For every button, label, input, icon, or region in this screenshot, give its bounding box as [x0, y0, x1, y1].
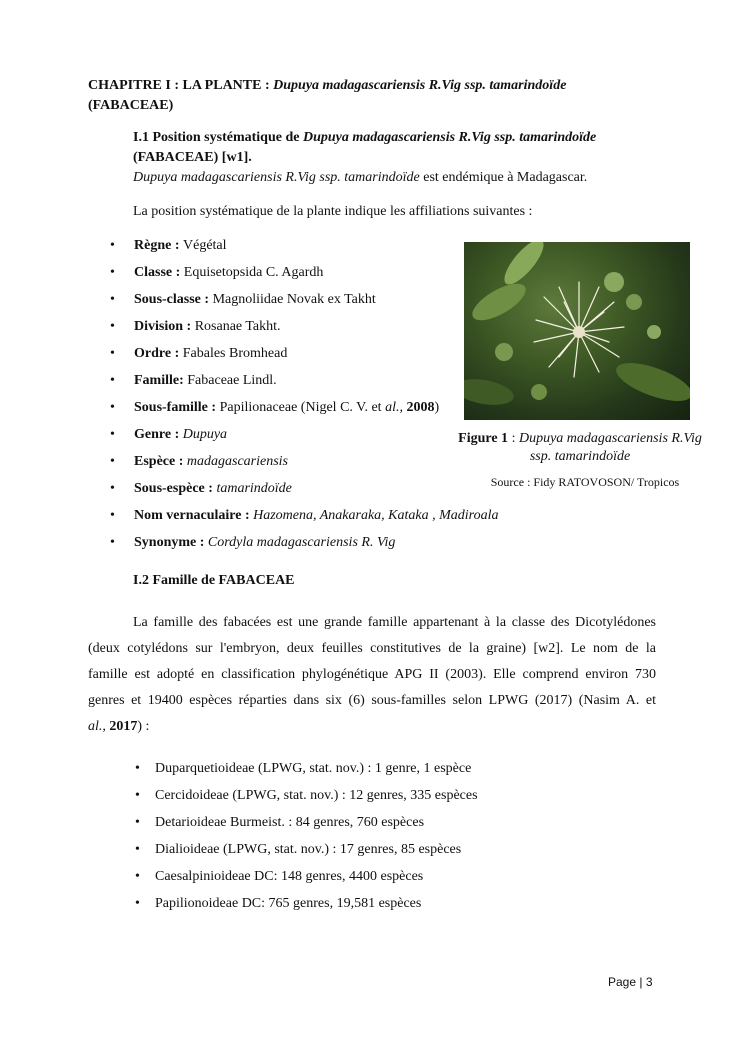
list-item: • Division : Rosanae Takht.: [110, 317, 550, 344]
list-item: • Cercidoideae (LPWG, stat. nov.) : 12 genres, 335 espèces: [135, 786, 635, 813]
list-item: • Duparquetioideae (LPWG, stat. nov.) : 1 genre, 1 espèce: [135, 759, 635, 786]
list-item: • Règne : Végétal: [110, 236, 550, 263]
paragraph-line: famille est adopté en classification phylogénétique APG II (2003). Elle comprend environ 730: [88, 667, 656, 682]
list-item: • Genre : Dupuya: [110, 425, 550, 452]
list-item: • Synonyme : Cordyla madagascariensis R. Vig: [110, 533, 550, 560]
section1-heading: [133, 128, 673, 188]
section1-heading-suffix: (FABACEAE) [w1].: [133, 150, 252, 165]
figure-source: Source : Fidy RATOVOSON/ Tropicos: [490, 475, 680, 489]
plant-photo: [464, 242, 690, 420]
paragraph-line: (deux cotylédons sur l'embryon, deux feuilles constitutives de la graine) [w2]. Le nom de la: [88, 641, 656, 656]
list-item: • Nom vernaculaire : Hazomena, Anakaraka, Kataka , Madiroala: [110, 506, 550, 533]
list-item: • Classe : Equisetopsida C. Agardh: [110, 263, 550, 290]
list-item: • Ordre : Fabales Bromhead: [110, 344, 550, 371]
paragraph-line: genres et 19400 espèces réparties dans six (6) sous-familles selon LPWG (2017) (Nasim A. et: [88, 693, 656, 708]
page-label: Page: [608, 975, 637, 989]
page-footer: Page | 3: [608, 975, 653, 989]
page-number: 3: [645, 975, 653, 989]
list-item: • Caesalpinioideae DC: 148 genres, 4400 espèces: [135, 867, 635, 894]
subfamily-list: [135, 759, 635, 921]
list-item: • Sous-famille : Papilionaceae (Nigel C. V. et al., 2008): [110, 398, 550, 425]
paragraph-line: La famille des fabacées est une grande famille appartenant à la classe des Dicotylédones: [133, 615, 656, 630]
list-item: • Papilionoideae DC: 765 genres, 19,581 espèces: [135, 894, 635, 921]
flower-illustration: [464, 242, 690, 420]
list-item: • Espèce : madagascariensis: [110, 452, 550, 479]
endemic-species: Dupuya madagascariensis R.Vig ssp. tamarindoïde: [133, 170, 420, 185]
chapter-prefix: CHAPITRE I : LA PLANTE :: [88, 78, 274, 93]
list-item: • Dialioideae (LPWG, stat. nov.) : 17 genres, 85 espèces: [135, 840, 635, 867]
list-item: • Detarioideae Burmeist. : 84 genres, 760 espèces: [135, 813, 635, 840]
list-item: • Sous-espèce : tamarindoïde: [110, 479, 550, 506]
taxonomy-intro: La position systématique de la plante indique les affiliations suivantes :: [133, 204, 533, 219]
list-item: • Sous-classe : Magnoliidae Novak ex Takht: [110, 290, 550, 317]
paragraph-line: al., 2017) :: [88, 719, 150, 734]
chapter-family: (FABACEAE): [88, 98, 174, 113]
figure-caption: Figure 1 : Dupuya madagascariensis R.Vig ssp. tamarindoïde: [458, 431, 702, 464]
endemic-text: est endémique à Madagascar.: [419, 170, 588, 185]
section2-paragraph: [88, 610, 656, 740]
section1-heading-prefix: I.1 Position systématique de: [133, 130, 303, 145]
section1-heading-species: Dupuya madagascariensis R.Vig ssp. tamarindoïde: [302, 130, 597, 145]
chapter-title: [88, 76, 668, 116]
list-item: • Famille: Fabaceae Lindl.: [110, 371, 550, 398]
section2-heading: I.2 Famille de FABACEAE: [133, 573, 295, 588]
figure-label: Figure 1: [458, 431, 509, 446]
chapter-species: Dupuya madagascariensis R.Vig ssp. tamarindoïde: [273, 78, 567, 93]
